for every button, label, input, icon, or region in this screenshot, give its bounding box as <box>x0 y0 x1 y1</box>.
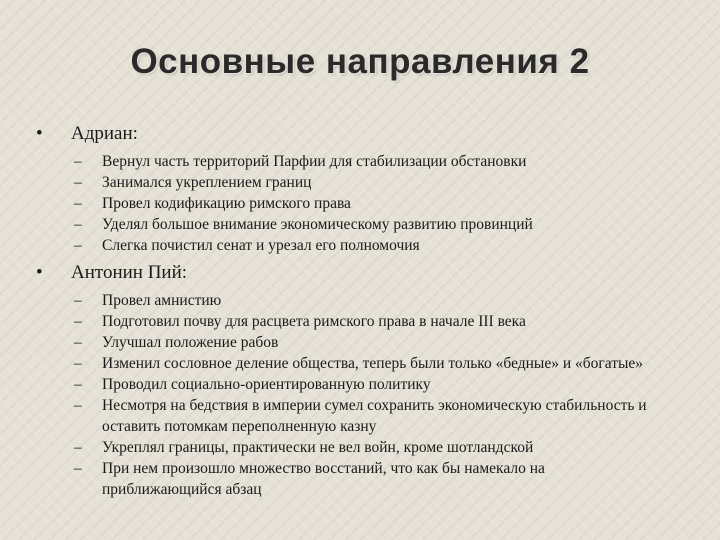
dash-icon: – <box>74 376 82 393</box>
list-item <box>36 172 676 193</box>
list-item-text: Укреплял границы, практически не вел войн, кроме шотландской <box>102 439 534 456</box>
dash-icon: – <box>74 397 82 414</box>
dash-icon: – <box>74 237 82 254</box>
list-item <box>36 290 676 311</box>
dash-icon: – <box>74 439 82 456</box>
list-item-text: Вернул часть территорий Парфии для стабилизации обстановки <box>102 153 527 170</box>
list-item-text: При нем произошло множество восстаний, что как бы намекало на приближающийся абзац <box>102 460 545 498</box>
list-item <box>36 353 676 374</box>
hadrian-list <box>36 151 676 256</box>
list-item <box>36 193 676 214</box>
list-item-text: Занимался укреплением границ <box>102 174 312 191</box>
section-heading-hadrian <box>36 122 676 146</box>
list-item <box>36 214 676 235</box>
list-item <box>36 395 676 437</box>
dash-icon: – <box>74 153 82 170</box>
slide-title: Основные направления 2 <box>130 42 590 81</box>
list-item <box>36 437 676 458</box>
section-hadrian <box>36 122 676 256</box>
list-item-text: Слегка почистил сенат и урезал его полномочия <box>102 237 420 254</box>
list-item-text: Подготовил почву для расцвета римского права в начале III века <box>102 313 526 330</box>
list-item-text: Уделял большое внимание экономическому развитию провинций <box>102 216 533 233</box>
dash-icon: – <box>74 460 82 477</box>
dash-icon: – <box>74 355 82 372</box>
list-item-text: Провел амнистию <box>102 292 222 309</box>
dash-icon: – <box>74 334 82 351</box>
list-item-text: Проводил социально-ориентированную политику <box>102 376 431 393</box>
dash-icon: – <box>74 292 82 309</box>
list-item <box>36 311 676 332</box>
antoninus-list <box>36 290 676 500</box>
list-item <box>36 332 676 353</box>
slide-content <box>36 122 676 505</box>
list-item-text: Изменил сословное деление общества, теперь были только «бедные» и «богатые» <box>102 355 644 372</box>
list-item <box>36 374 676 395</box>
dash-icon: – <box>74 195 82 212</box>
bullet-icon: • <box>36 262 43 283</box>
section-antoninus <box>36 261 676 500</box>
section-heading-text: Адриан: <box>71 123 138 144</box>
section-heading-antoninus <box>36 261 676 285</box>
dash-icon: – <box>74 174 82 191</box>
section-heading-text: Антонин Пий: <box>71 262 188 283</box>
dash-icon: – <box>74 216 82 233</box>
list-item-text: Несмотря на бедствия в империи сумел сохранить экономическую стабильность и оставить потомкам переполненную казну <box>102 397 647 435</box>
list-item-text: Провел кодификацию римского права <box>102 195 351 212</box>
list-item <box>36 235 676 256</box>
list-item-text: Улучшал положение рабов <box>102 334 279 351</box>
dash-icon: – <box>74 313 82 330</box>
list-item <box>36 151 676 172</box>
bullet-icon: • <box>36 123 43 144</box>
list-item <box>36 458 676 500</box>
